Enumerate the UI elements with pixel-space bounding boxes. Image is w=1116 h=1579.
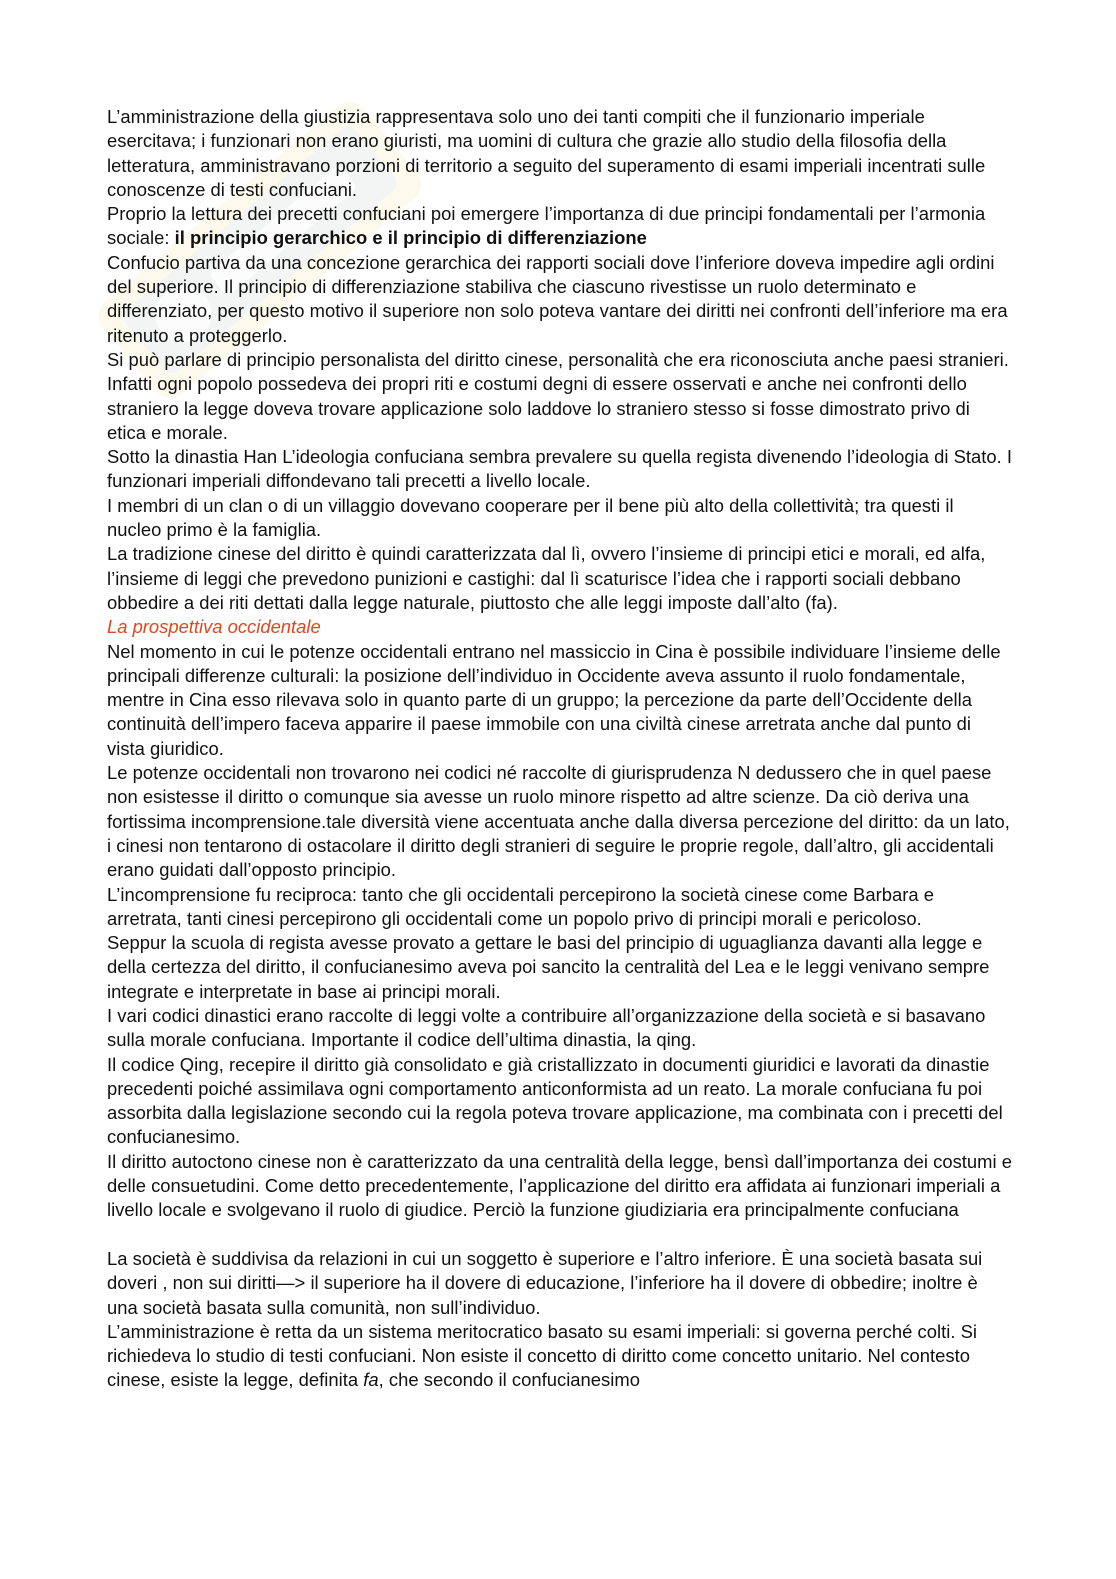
paragraph: La società è suddivisa da relazioni in cui un soggetto è superiore e l’altro inferiore. È una società basata sui doveri , non sui diritti—> il superiore ha il dovere di educazione, l’inferiore ha il dovere di obbedire; inoltre è una società basata sulla comunità, non sull’individuo. <box>107 1247 983 1318</box>
paragraph: Il diritto autoctono cinese non è caratterizzato da una centralità della legge, bensì dall’importanza dei costumi e delle consuetudini. Come detto precedentemente, l’applicazione del diritto era affidata ai funzionari imperiali a livello locale e svolgevano il ruolo di giudice. Perciò la funzione giudiziaria era principalmente confuciana <box>107 1150 1012 1221</box>
paragraph: I vari codici dinastici erano raccolte di leggi volte a contribuire all’organizzazione della società e si basavano sulla morale confuciana. Importante il codice dell’ultima dinastia, la qing. <box>107 1004 986 1051</box>
paragraph-text: L’amministrazione è retta da un sistema meritocratico basato su esami imperiali: si governa perché colti. Si richiedeva lo studio di testi confuciani. Non esiste il concetto di diritto come concetto unitario. Nel contesto cinese, esiste la legge, definita <box>107 1320 977 1391</box>
paragraph-text-tail: , che secondo il confucianesimo <box>378 1369 640 1391</box>
section-heading: La prospettiva occidentale <box>107 616 321 638</box>
document-body <box>107 105 1012 1393</box>
paragraph: I membri di un clan o di un villaggio dovevano cooperare per il bene più alto della collettività; tra questi il nucleo primo è la famiglia. <box>107 494 954 541</box>
paragraph: Le potenze occidentali non trovarono nei codici né raccolte di giurisprudenza N dedussero che in quel paese non esistesse il diritto o comunque sia avesse un ruolo minore rispetto ad altre scienze. Da ciò deriva una fortissima incomprensione.tale diversità viene accentuata anche dalla diversa percezione del diritto: da un lato, i cinesi non tentarono di ostacolare il diritto degli stranieri di seguire le proprie regole, dall’altro, gli accidentali erano guidati dall’opposto principio. <box>107 762 1010 881</box>
paragraph: Seppur la scuola di regista avesse provato a gettare le basi del principio di uguaglianza davanti alla legge e della certezza del diritto, il confucianesimo aveva poi sancito la centralità del Lea e le leggi venivano sempre integrate e interpretate in base ai principi morali. <box>107 932 990 1002</box>
paragraph: Si può parlare di principio personalista del diritto cinese, personalità che era riconosciuta anche paesi stranieri. Infatti ogni popolo possedeva dei propri riti e costumi degni di essere osservati e anche nei confronti dello straniero la legge doveva trovare applicazione solo laddove lo straniero stesso si fosse dimostrato privo di etica e morale. <box>107 348 1009 443</box>
paragraph: Sotto la dinastia Han L’ideologia confuciana sembra prevalere su quella regista divenendo l’ideologia di Stato. I funzionari imperiali diffondevano tali precetti a livello locale. <box>107 446 1013 492</box>
paragraph: L’amministrazione della giustizia rappresentava solo uno dei tanti compiti che il funzionario imperiale esercitava; i funzionari non erano giuristi, ma uomini di cultura che grazie allo studio della filosofia della letteratura, amministravano porzioni di territorio a seguito del superamento di esami imperiali incentrati sulle conoscenze di testi confuciani. <box>107 106 986 200</box>
paragraph: La tradizione cinese del diritto è quindi caratterizzata dal lì, ovvero l’insieme di principi etici e morali, ed alfa, l’insieme di leggi che prevedono punizioni e castighi: dal lì scaturisce l’idea che i rapporti sociali debbano obbedire a dei riti dettati dalla legge naturale, piuttosto che alle leggi imposte dall’alto (fa). <box>107 543 986 613</box>
paragraph-spacer <box>107 1223 1012 1247</box>
paragraph <box>107 202 1012 251</box>
paragraph-text: Proprio la lettura dei precetti confuciani poi emergere l’importanza di due principi fondamentali per l’armonia sociale: <box>107 203 986 249</box>
paragraph: Nel momento in cui le potenze occidentali entrano nel massiccio in Cina è possibile individuare l’insieme delle principali differenze culturali: la posizione dell’individuo in Occidente aveva assunto il ruolo fondamentale, mentre in Cina esso rilevava solo in quanto parte di un gruppo; la percezione da parte dell’Occidente della continuità dell’impero faceva apparire il paese immobile con una civiltà cinese arretrata anche dal punto di vista giuridico. <box>107 640 1001 759</box>
paragraph: Confucio partiva da una concezione gerarchica dei rapporti sociali dove l’inferiore doveva impedire agli ordini del superiore. Il principio di differenziazione stabiliva che ciascuno rivestisse un ruolo determinato e differenziato, per questo motivo il superiore non solo poteva vantare dei diritti nei confronti dell’inferiore ma era ritenuto a proteggerlo. <box>107 251 1008 346</box>
italic-term: fa <box>363 1369 379 1391</box>
paragraph: L’incomprensione fu reciproca: tanto che gli occidentali percepirono la società cinese come Barbara e arretrata, tanti cinesi percepirono gli occidentali come un popolo privo di principi morali e pericoloso. <box>107 883 935 929</box>
paragraph: Il codice Qing, recepire il diritto già consolidato e già cristallizzato in documenti giuridici e lavorati da dinastie precedenti poiché assimilava ogni comportamento anticonformista ad un reato. La morale confuciana fu poi assorbita dalla legislazione secondo cui la regola poteva trovare applicazione, ma combinata con i precetti del confucianesimo. <box>107 1053 1003 1148</box>
paragraph <box>107 1320 1012 1393</box>
bold-emphasis: il principio gerarchico e il principio di differenziazione <box>174 227 647 249</box>
